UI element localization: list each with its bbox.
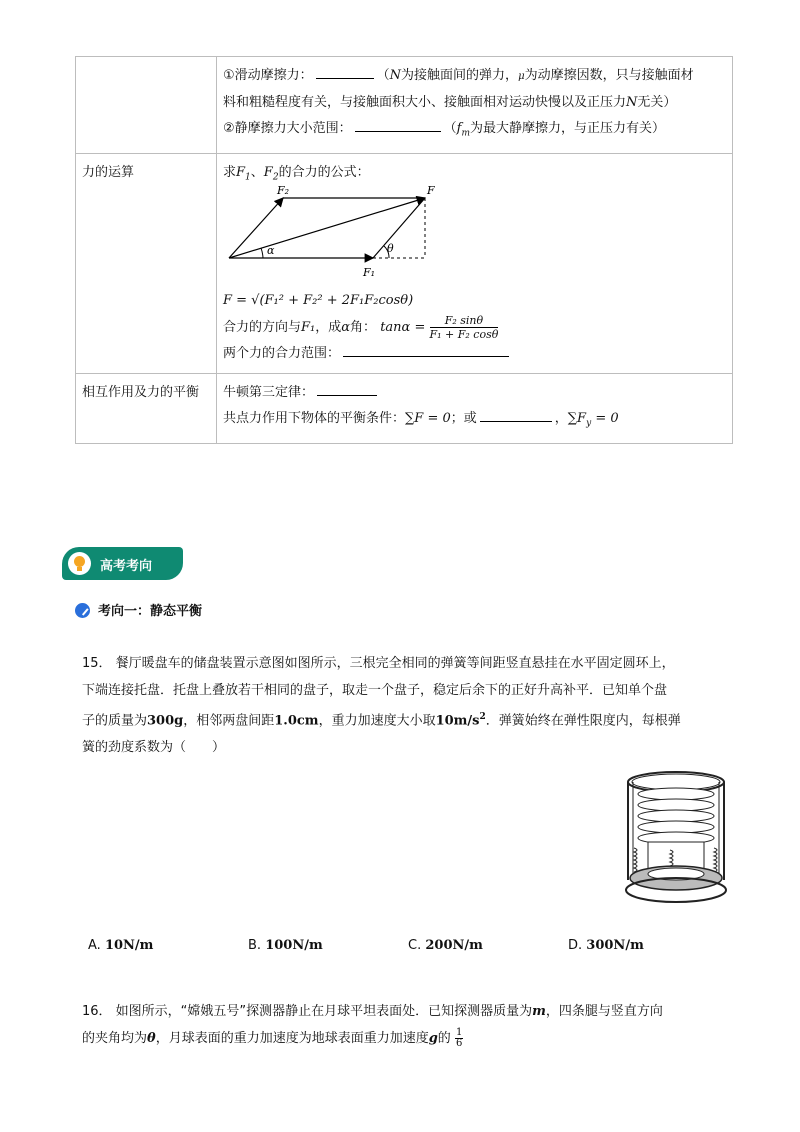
label-alpha: α (267, 244, 275, 258)
label-F2: F₂ (277, 184, 290, 198)
alpha-arc (261, 248, 263, 258)
row-label: 相互作用及力的平衡 (76, 374, 217, 444)
label-theta: θ (387, 242, 394, 256)
friction-cell (217, 57, 733, 154)
pen-icon (75, 603, 90, 618)
balance-line: 共点力作用下物体的平衡条件：∑F = 0；或 ，$\sum F_y = 0$ (223, 411, 619, 429)
direction-line: 合力的方向与F₁，成α角： tanα = $\frac{\text{F₂ sinθ}}{\text{F₁ + F₂ cosθ}}$ (223, 314, 499, 342)
newton-line: 牛顿第三定律： (223, 380, 726, 406)
plate-warmer-figure (624, 768, 729, 904)
blank-static-friction[interactable] (355, 130, 441, 132)
table-row (76, 57, 733, 154)
parallelogram-diagram (223, 184, 443, 288)
resultant-vector (229, 198, 425, 258)
friction-line-2: 料和粗糙程度有关，与接触面积大小、接触面相对运动快慢以及正压力N无关） (223, 95, 677, 110)
resultant-formula: F = √(F₁² + F₂² + 2F₁F₂cosθ) (223, 293, 414, 309)
friction-line-3: ②静摩擦力大小范围： （$f_m$为最大静摩擦力，与正压力有关） (223, 121, 666, 139)
friction-line-1: ①滑动摩擦力： （N为接触面间的弹力，μ为动摩擦因数，只与接触面材 (223, 68, 694, 83)
one-sixth-fraction: $\frac{1}{6}$ (455, 1027, 463, 1049)
tan-label: tanα = (380, 320, 426, 336)
label-F: F (427, 184, 435, 198)
subsection-label: 考向一：静态平衡 (98, 604, 203, 619)
blank-sliding-friction[interactable] (316, 77, 374, 79)
option-d[interactable]: D. 300N/m (568, 938, 644, 953)
blank-resultant-range[interactable] (343, 355, 509, 357)
f2-vector (229, 198, 283, 258)
lightbulb-icon (68, 552, 91, 575)
blank-newton-third[interactable] (317, 394, 377, 396)
table-row (76, 374, 733, 444)
tan-fraction: $\frac{\text{F₂ sinθ}}{\text{F₁ + F₂ cosθ}}$ (429, 314, 499, 342)
range-line: 两个力的合力范围： (223, 341, 726, 367)
option-c[interactable]: C. 200N/m (408, 938, 483, 953)
label-F1: F₁ (363, 266, 376, 280)
force-composition-cell (217, 153, 733, 374)
option-a[interactable]: A. 10N/m (88, 938, 154, 953)
badge-label: 高考考向 (100, 559, 153, 574)
static-friction-label: ②静摩擦力大小范围： (223, 121, 352, 136)
parallelogram-right-edge (373, 198, 425, 258)
exam-direction-badge (62, 547, 183, 580)
table-row (76, 153, 733, 374)
subsection-heading (75, 600, 202, 619)
knowledge-table (75, 56, 733, 444)
blank-balance-condition[interactable] (480, 420, 552, 422)
equilibrium-cell (217, 374, 733, 444)
question-15: 15． 餐厅暖盘车的储盘装置示意图如图所示，三根完全相同的弹簧等间距竖直悬挂在水平固定圆环上， 下端连接托盘．托盘上叠放若干相同的盘子，取走一个盘子，稳定后余下的正好升高补平．已知单个盘 子的质量为300g，相邻两盘间距1.0cm，重力加速度大小取$10m/s^2$．弹簧始终在弹性限度内，每根弹 簧的劲度系数为（ ） (82, 656, 681, 756)
sliding-friction-label: ①滑动摩擦力： (223, 68, 313, 83)
question-16: 16． 如图所示，“嫦娥五号”探测器静止在月球平坦表面处．已知探测器质量为m，四条腿与竖直方向 的夹角均为θ，月球表面的重力加速度为地球表面重力加速度g的 $\frac{1}{6}$ (82, 1004, 663, 1049)
row-label: 力的运算 (76, 153, 217, 374)
option-b[interactable]: B. 100N/m (248, 938, 323, 953)
row-label-empty (76, 57, 217, 154)
composition-intro: 求$F_1$、$F_2$的合力的公式： (223, 164, 370, 183)
